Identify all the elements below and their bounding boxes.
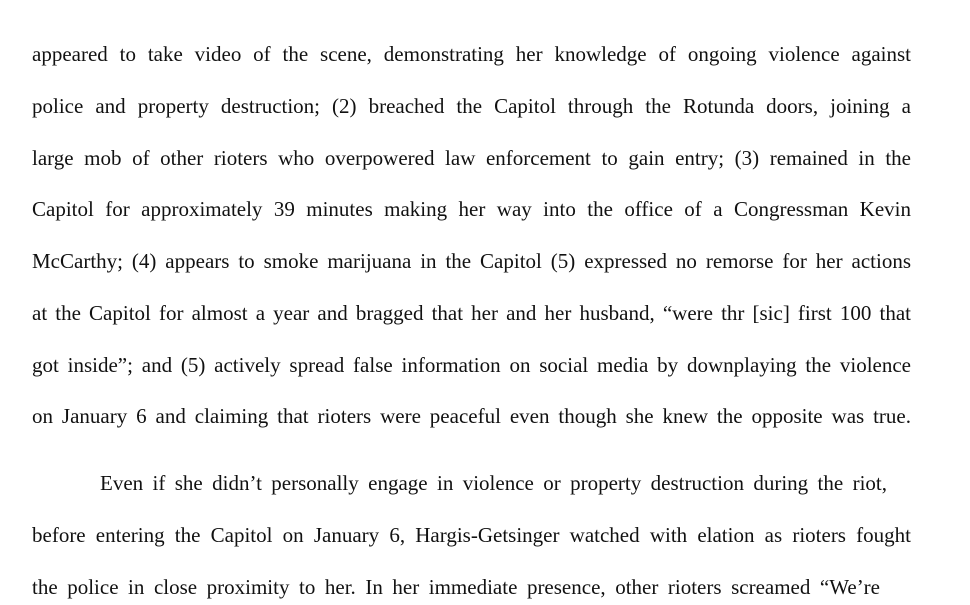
text-line: police and property destruction; (2) breached the Capitol through the Rotunda doors, joining a: [32, 94, 911, 118]
text-line: McCarthy; (4) appears to smoke marijuana in the Capitol (5) expressed no remorse for her actions: [32, 249, 911, 273]
text-line: Even if she didn’t personally engage in violence or property destruction during the riot,: [100, 471, 887, 495]
text-line: before entering the Capitol on January 6, Hargis-Getsinger watched with elation as rioters fought: [32, 523, 911, 547]
text-line: the police in close proximity to her. In her immediate presence, other rioters screamed “We’re: [32, 575, 880, 599]
text-line: large mob of other rioters who overpowered law enforcement to gain entry; (3) remained in the: [32, 146, 911, 170]
text-line: on January 6 and claiming that rioters were peaceful even though she knew the opposite was true.: [32, 404, 911, 428]
text-line: got inside”; and (5) actively spread false information on social media by downplaying the violence: [32, 353, 911, 377]
text-line: Capitol for approximately 39 minutes making her way into the office of a Congressman Kevin: [32, 197, 911, 221]
text-line: appeared to take video of the scene, demonstrating her knowledge of ongoing violence against: [32, 42, 911, 66]
text-line: at the Capitol for almost a year and bragged that her and her husband, “were thr [sic] first 100 that: [32, 301, 911, 325]
